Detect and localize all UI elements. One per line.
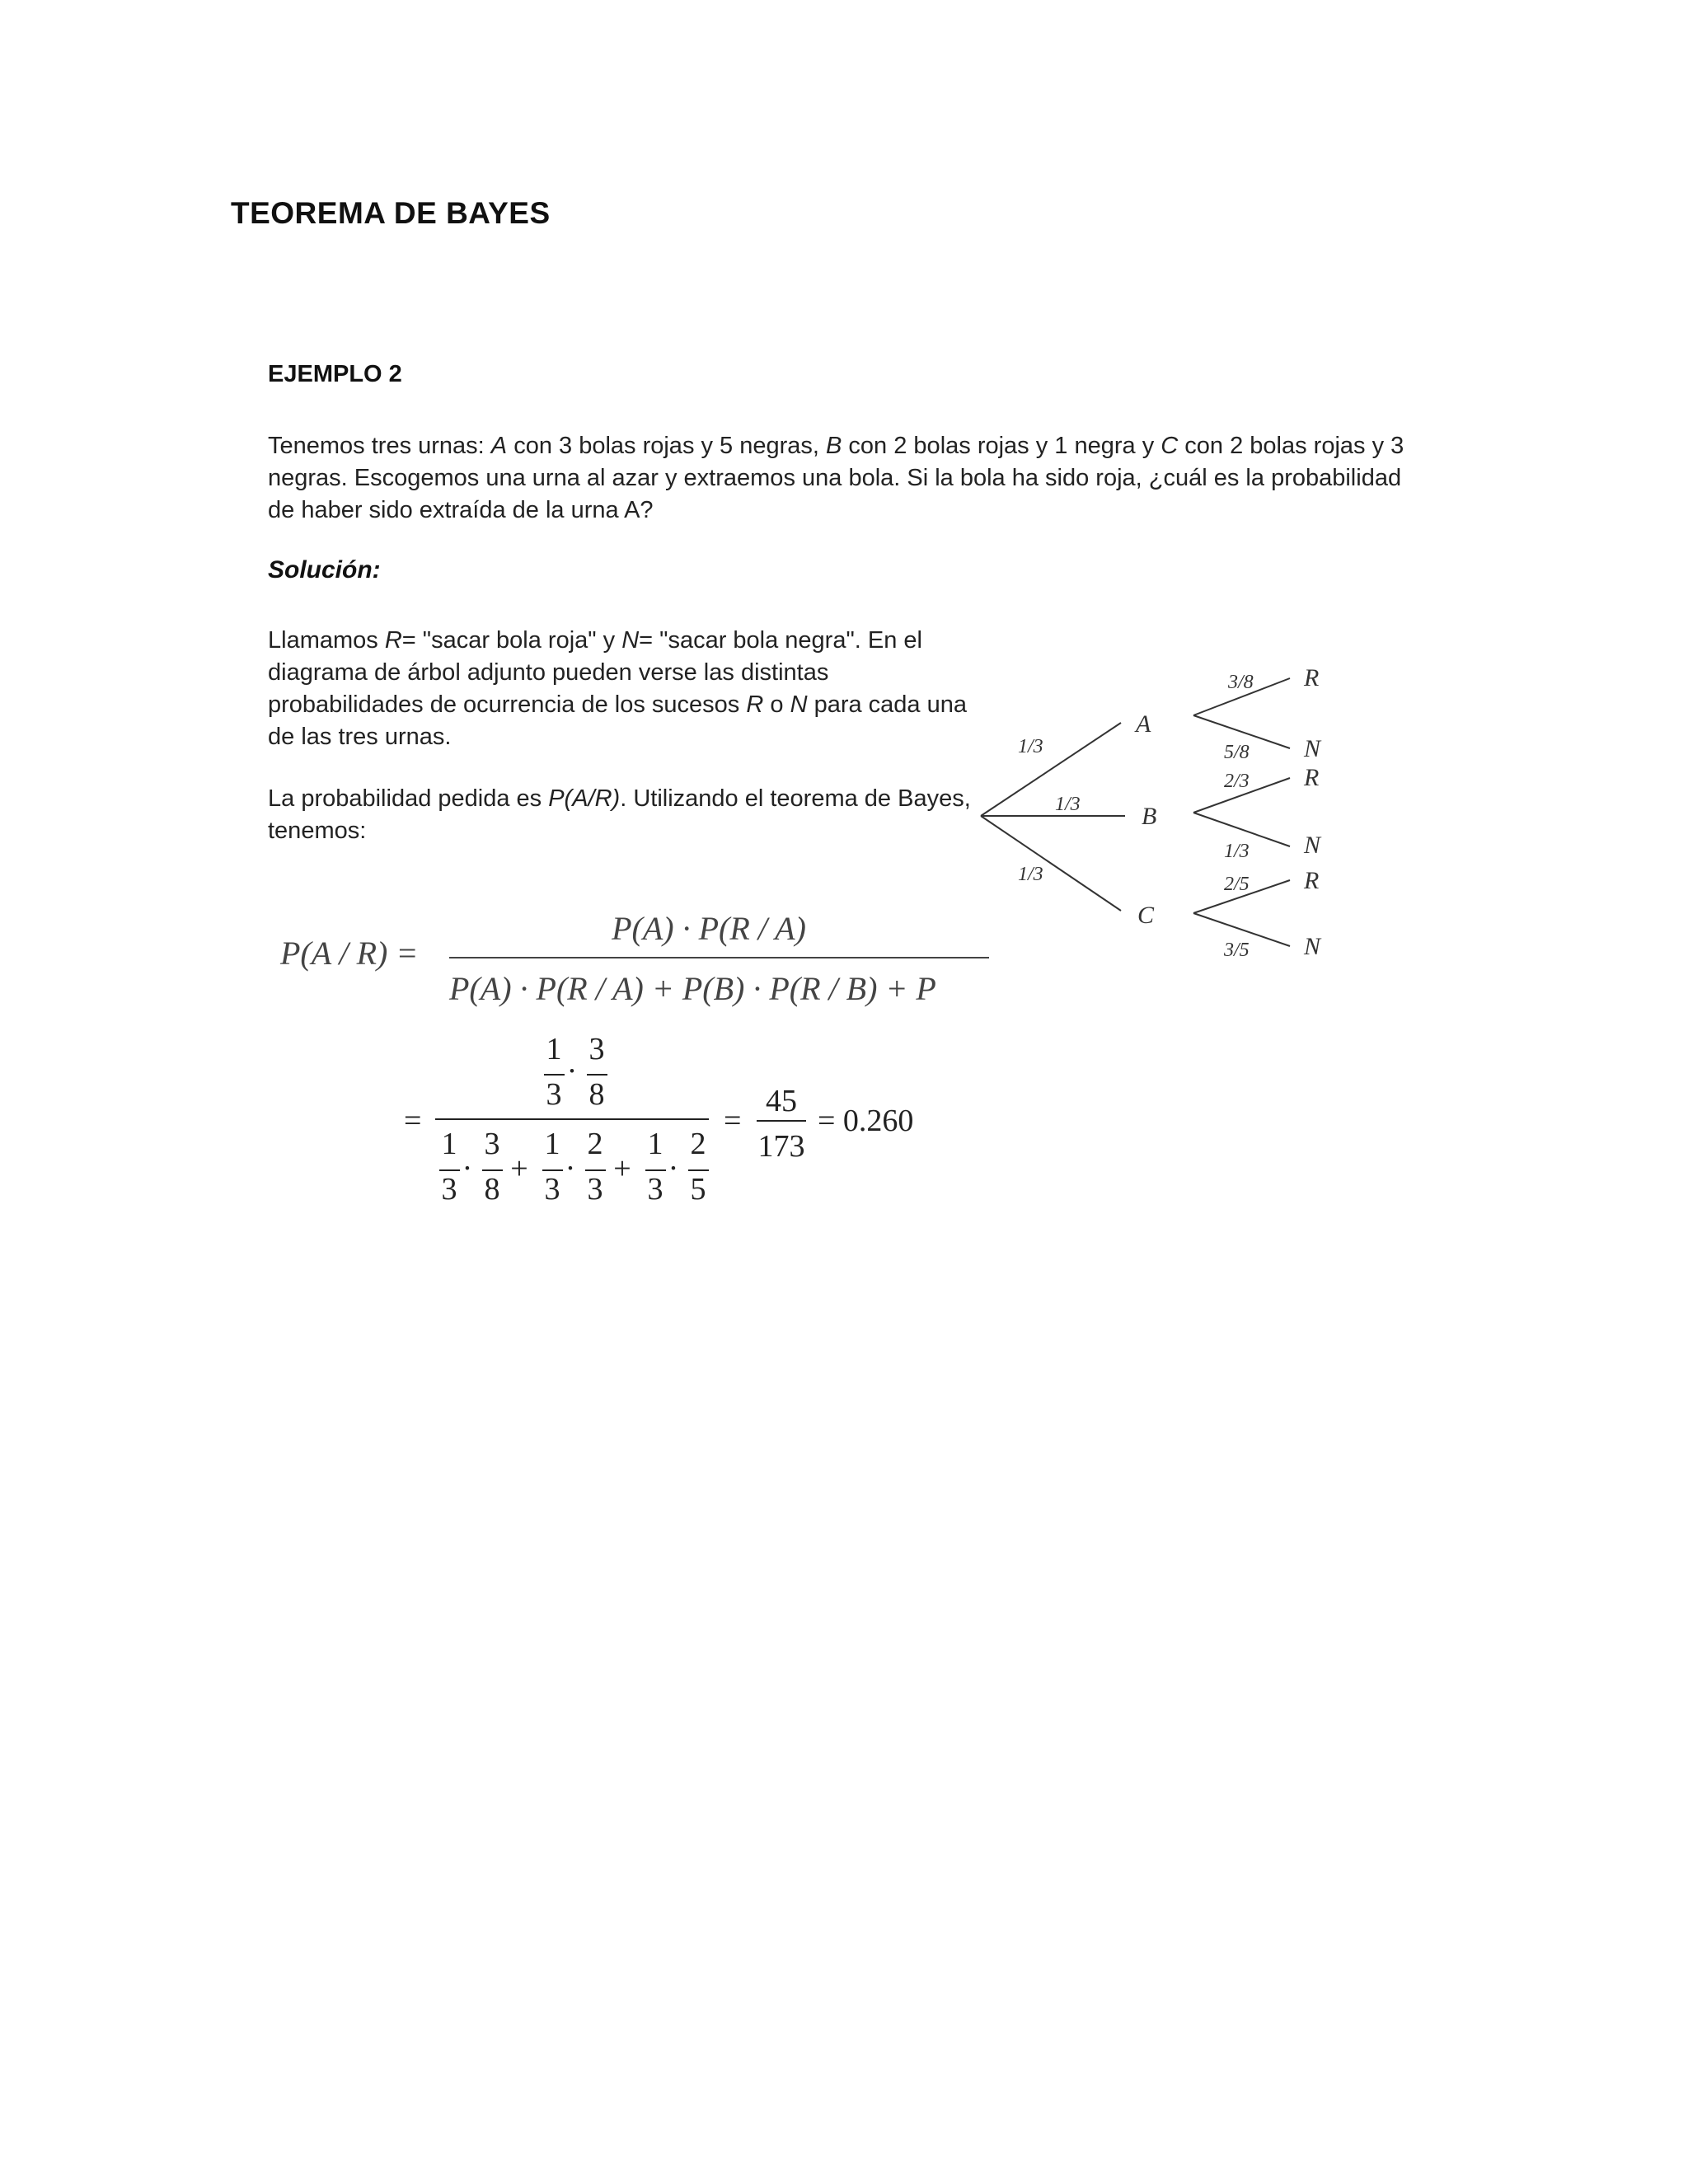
bayes-formula: [272, 898, 1014, 1244]
node-c: C: [1137, 902, 1155, 929]
branch-root-c: [981, 816, 1121, 911]
page-title: TEOREMA DE BAYES: [231, 196, 551, 230]
bayes-intro: La probabilidad pedida es P(A/R). Utilizando el teorema de Bayes, tenemos:: [268, 785, 971, 844]
den-b-n1: 1: [544, 1127, 560, 1161]
den-a-d2: 8: [484, 1172, 500, 1207]
example-heading: EJEMPLO 2: [268, 361, 402, 387]
formula-denominator: P(A) · P(R / A) + P(B) · P(R / B) + P: [449, 970, 936, 1007]
den-c-n2: 2: [690, 1127, 706, 1161]
num-d2: 8: [588, 1077, 605, 1112]
leaf-a-n: N: [1304, 735, 1321, 762]
solution-explanation: Llamamos R= "sacar bola roja" y N= "sacar bola negra". En el diagrama de árbol adjunto pueden verse las distintas probabilidades de ocurrencia de los sucesos R o N para cada una de las tres urnas.: [268, 627, 967, 750]
tree-prob-c: 1/3: [1018, 864, 1043, 885]
tree-c-black: 3/5: [1224, 940, 1250, 961]
den-plus-1: +: [510, 1151, 528, 1186]
tree-a-black: 5/8: [1224, 742, 1250, 763]
tree-prob-a: 1/3: [1018, 736, 1043, 757]
node-a: A: [1136, 710, 1151, 738]
tree-c-red: 2/5: [1224, 874, 1250, 895]
tree-a-red: 3/8: [1228, 672, 1254, 693]
leaf-b-n: N: [1304, 832, 1321, 859]
num-n2: 3: [588, 1032, 605, 1066]
result-value: = 0.260: [818, 1104, 914, 1138]
branch-root-a: [981, 723, 1121, 816]
den-b-d1: 3: [544, 1172, 560, 1207]
node-b: B: [1142, 803, 1157, 830]
leaf-a-r: R: [1304, 664, 1320, 691]
den-a-dot: ·: [462, 1151, 473, 1186]
den-a-n2: 3: [484, 1127, 500, 1161]
result-numerator: 45: [766, 1084, 797, 1118]
num-dot: ·: [566, 1054, 578, 1089]
num-d1: 3: [546, 1077, 562, 1112]
den-b-d2: 3: [587, 1172, 603, 1207]
den-plus-2: +: [613, 1151, 631, 1186]
den-c-n1: 1: [647, 1127, 663, 1161]
formula-numerator: P(A) · P(R / A): [612, 910, 806, 947]
num-n1: 1: [546, 1032, 562, 1066]
leaf-c-r: R: [1304, 867, 1320, 894]
den-c-d1: 3: [647, 1172, 663, 1207]
problem-statement: Tenemos tres urnas: A con 3 bolas rojas y 5 negras, B con 2 bolas rojas y 1 negra y C con 2 bolas rojas y 3 negras. Escogemos una urna al azar y extraemos una bola. Si la bola ha sido roja, ¿cuál es la probabilidad de haber sido extraída de la urna A?: [268, 433, 1404, 523]
formula-lhs: P(A / R) =: [280, 935, 419, 972]
eq-sign-1: =: [404, 1104, 422, 1138]
solution-heading: Solución:: [268, 556, 381, 583]
den-c-dot: ·: [668, 1151, 679, 1186]
tree-prob-b: 1/3: [1055, 794, 1081, 815]
leaf-b-r: R: [1304, 764, 1320, 791]
den-a-n1: 1: [441, 1127, 457, 1161]
tree-b-red: 2/3: [1224, 771, 1250, 792]
tree-b-black: 1/3: [1224, 841, 1250, 862]
den-c-d2: 5: [690, 1172, 706, 1207]
leaf-c-n: N: [1304, 933, 1321, 960]
den-b-dot: ·: [565, 1151, 576, 1186]
result-denominator: 173: [757, 1129, 805, 1164]
eq-sign-2: =: [724, 1104, 742, 1138]
den-a-d1: 3: [441, 1172, 457, 1207]
den-b-n2: 2: [587, 1127, 603, 1161]
probability-tree: [973, 651, 1360, 981]
